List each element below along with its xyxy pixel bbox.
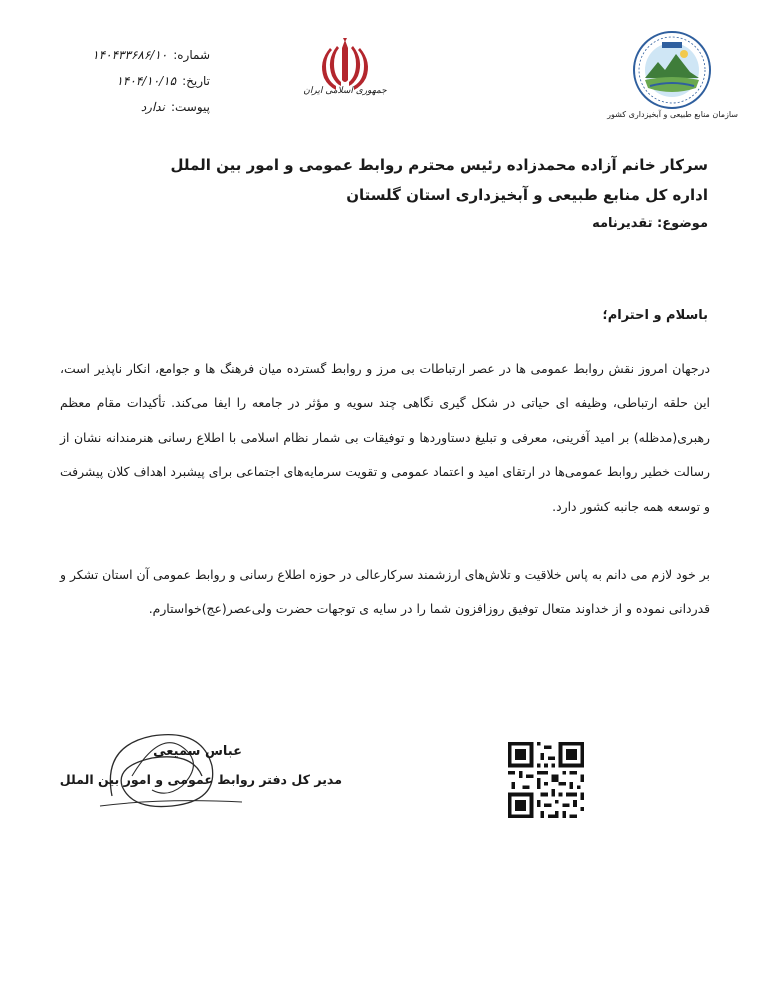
attachment-label: پیوست: (170, 100, 210, 114)
letter-number: ۱۴۰۴۳۳۶۸۶/۱۰ (92, 48, 168, 62)
attachment-row (40, 94, 210, 120)
signer-name: عباس سمیعی (153, 744, 242, 759)
date-row (40, 68, 210, 94)
signer-title: مدیر کل دفتر روابط عمومی و امور بین الملل (59, 772, 342, 787)
recipient-line: سرکار خانم آزاده محمدزاده رئیس محترم روابط عمومی و امور بین الملل (170, 156, 708, 174)
date-label: تاریخ: (182, 74, 210, 88)
letter-metadata (40, 42, 210, 120)
body-paragraph-1: درجهان امروز نقش روابط عمومی ها در عصر ارتباطات بی مرز و روابط گسترده میان فرهنگ ها و جوامع، انکار ناپذیر است، این حلقه ارتباطی، وظیفه ای حیاتی در شکل گیری نگاهی چند سویه و مؤثر در جامعه را ایفا می‌کند. تأکیدات مقام معظم رهبری(مدظله) بر امید آفرینی، معرفی و تبلیغ دستاوردها و توفیقات بی شمار نظام اسلامی با اطلاع رسانی هنرمندانه نشان از رسالت خطیر روابط عمومی‌ها در ارتقای امید و اعتماد عمومی و تقویت سرمایه‌های اجتماعی برای پیشبرد اهداف کلان پیشرفت و توسعه همه جانبه کشور دارد. (60, 361, 710, 514)
attachment-value: ندارد (140, 100, 165, 114)
letter-date: ۱۴۰۴/۱۰/۱۵ (116, 74, 177, 88)
department-line: اداره کل منابع طبیعی و آبخیزداری استان گلستان (346, 186, 708, 204)
salutation: باسلام و احترام؛ (602, 308, 708, 323)
subject-line: موضوع: تقدیرنامه (592, 216, 708, 231)
letter-number-row (40, 42, 210, 68)
qr-code (508, 742, 584, 818)
letter-number-label: شماره: (173, 48, 210, 62)
body-paragraph-2: بر خود لازم می دانم به پاس خلاقیت و تلاش‌های ارزشمند سرکارعالی در حوزه اطلاع رسانی و روابط عمومی آن استان تشکر و قدردانی نموده و از خداوند متعال توفیق روزافزون شما را در سایه ی توجهات حضرت ولی‌عصر(عج)خواستارم. (60, 567, 710, 617)
emblem-caption: جمهوری اسلامی ایران (303, 86, 387, 96)
org-name: سازمان منابع طبیعی و آبخیزداری کشور (607, 110, 738, 119)
handwritten-signature (92, 706, 262, 826)
org-logo (632, 30, 712, 110)
